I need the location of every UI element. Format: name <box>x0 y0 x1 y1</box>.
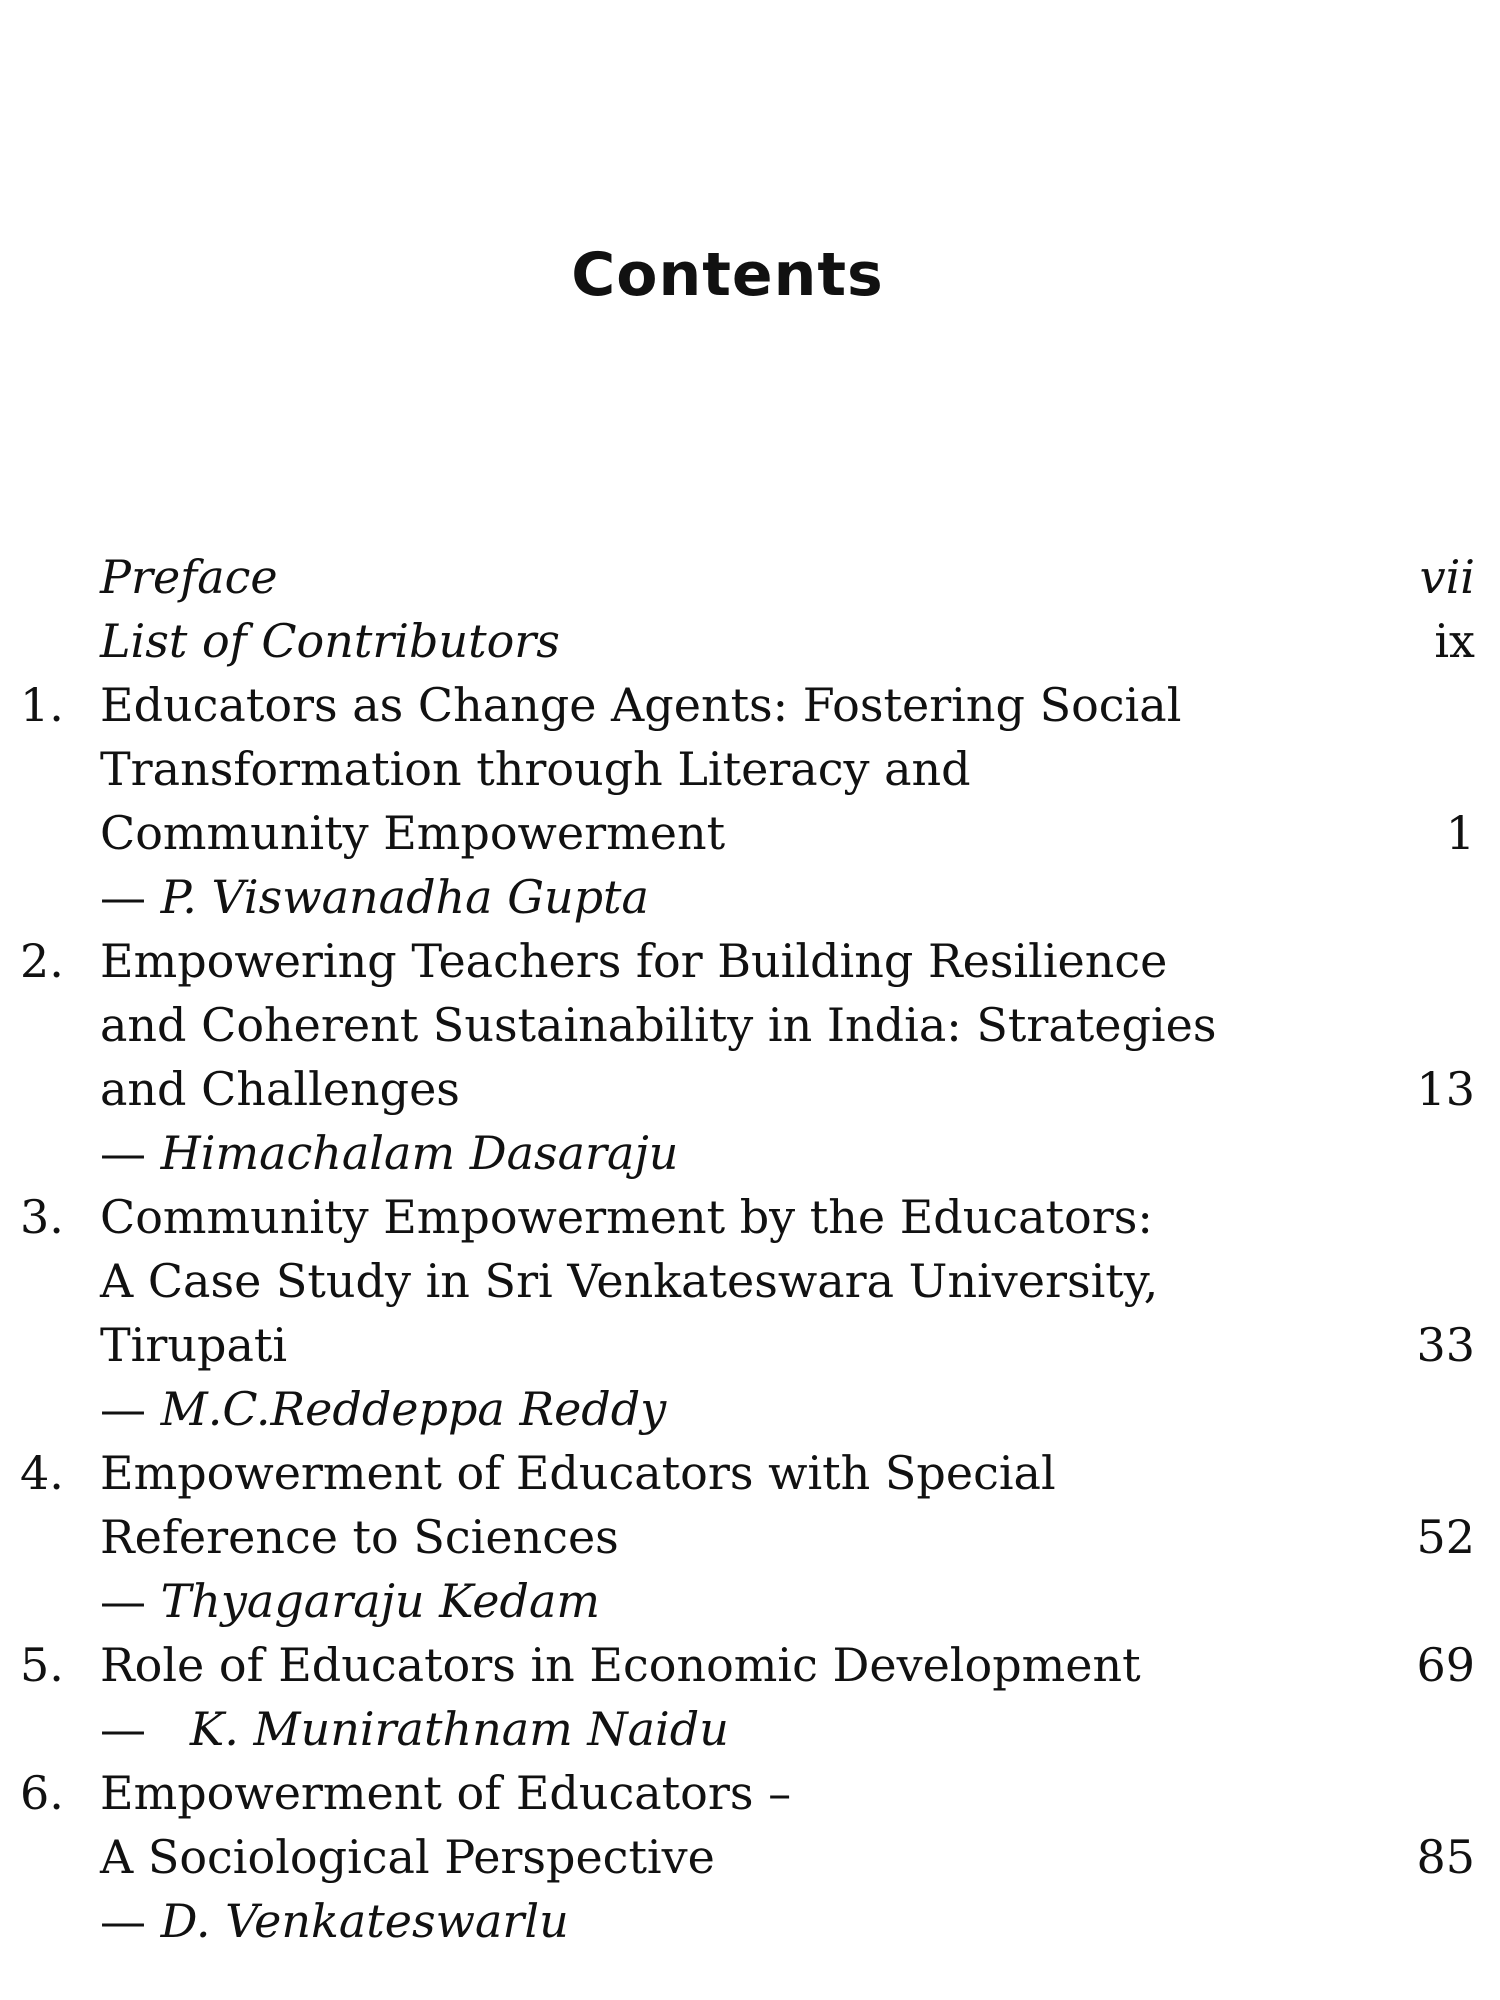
toc-page-number: 13 <box>1416 1062 1475 1116</box>
toc-page-number: 1 <box>1445 806 1475 860</box>
chapter-title-line: Empowerment of Educators with Special <box>100 1446 1056 1500</box>
chapter-title-line: Reference to Sciences <box>100 1510 619 1564</box>
page-title: Contents <box>571 240 884 310</box>
toc-chapter-1-cont <box>20 801 1475 865</box>
toc-chapter-6[interactable] <box>20 1761 1475 1825</box>
toc-entry-contributors[interactable] <box>20 609 1475 673</box>
chapter-number: 2. <box>20 934 64 988</box>
author-dash: — <box>100 870 146 924</box>
author-dash: — <box>100 1126 146 1180</box>
chapter-number: 6. <box>20 1766 64 1820</box>
toc-page-number: 85 <box>1416 1830 1475 1884</box>
chapter-number: 1. <box>20 678 64 732</box>
chapter-number: 4. <box>20 1446 64 1500</box>
chapter-author <box>20 1697 1475 1761</box>
author-dash: — <box>100 1382 146 1436</box>
toc-chapter-1-cont <box>20 737 1475 801</box>
chapter-title-line: Role of Educators in Economic Development <box>100 1638 1141 1692</box>
author-dash: — <box>100 1574 146 1628</box>
chapter-author <box>20 1377 1475 1441</box>
chapter-author <box>20 1121 1475 1185</box>
chapter-title-line: Empowering Teachers for Building Resilience <box>100 934 1168 988</box>
chapter-title-line: Tirupati <box>100 1318 288 1372</box>
chapter-title-line: A Sociological Perspective <box>100 1830 715 1884</box>
toc-page-number: 69 <box>1416 1638 1475 1692</box>
author-name: Himachalam Dasaraju <box>160 1126 679 1180</box>
author-dash: — <box>100 1894 146 1948</box>
toc-entry-preface[interactable] <box>20 545 1475 609</box>
author-name: P. Viswanadha Gupta <box>160 870 649 924</box>
toc-chapter-2-cont <box>20 1057 1475 1121</box>
chapter-author <box>20 1889 1475 1953</box>
toc-page-number: 33 <box>1416 1318 1475 1372</box>
chapter-title-line: Community Empowerment <box>100 806 726 860</box>
chapter-author <box>20 865 1475 929</box>
toc-chapter-6-cont <box>20 1825 1475 1889</box>
chapter-number: 3. <box>20 1190 64 1244</box>
toc-page-number: 52 <box>1416 1510 1475 1564</box>
toc-chapter-3-cont <box>20 1313 1475 1377</box>
author-name: Thyagaraju Kedam <box>160 1574 600 1628</box>
chapter-title-line: Empowerment of Educators – <box>100 1766 792 1820</box>
toc-chapter-5[interactable] <box>20 1633 1475 1697</box>
chapter-title-line: A Case Study in Sri Venkateswara University, <box>100 1254 1159 1308</box>
toc-entry-label: Preface <box>100 550 278 604</box>
toc-entry-label: List of Contributors <box>100 614 560 668</box>
chapter-author <box>20 1569 1475 1633</box>
author-name: M.C.Reddeppa Reddy <box>160 1382 667 1436</box>
chapter-title-line: Transformation through Literacy and <box>100 742 971 796</box>
table-of-contents <box>20 545 1475 1953</box>
chapter-number: 5. <box>20 1638 64 1692</box>
toc-chapter-1[interactable] <box>20 673 1475 737</box>
author-name: D. Venkateswarlu <box>160 1894 569 1948</box>
toc-page-number: ix <box>1434 614 1475 668</box>
toc-page-number: vii <box>1419 550 1475 604</box>
chapter-title-line: Community Empowerment by the Educators: <box>100 1190 1153 1244</box>
toc-chapter-3-cont <box>20 1249 1475 1313</box>
chapter-title-line: and Challenges <box>100 1062 460 1116</box>
author-name: K. Munirathnam Naidu <box>189 1702 729 1756</box>
toc-chapter-3[interactable] <box>20 1185 1475 1249</box>
toc-chapter-4[interactable] <box>20 1441 1475 1505</box>
toc-chapter-4-cont <box>20 1505 1475 1569</box>
toc-chapter-2[interactable] <box>20 929 1475 993</box>
toc-chapter-2-cont <box>20 993 1475 1057</box>
chapter-title-line: Educators as Change Agents: Fostering Social <box>100 678 1182 732</box>
author-dash: — <box>100 1702 146 1756</box>
chapter-title-line: and Coherent Sustainability in India: Strategies <box>100 998 1217 1052</box>
